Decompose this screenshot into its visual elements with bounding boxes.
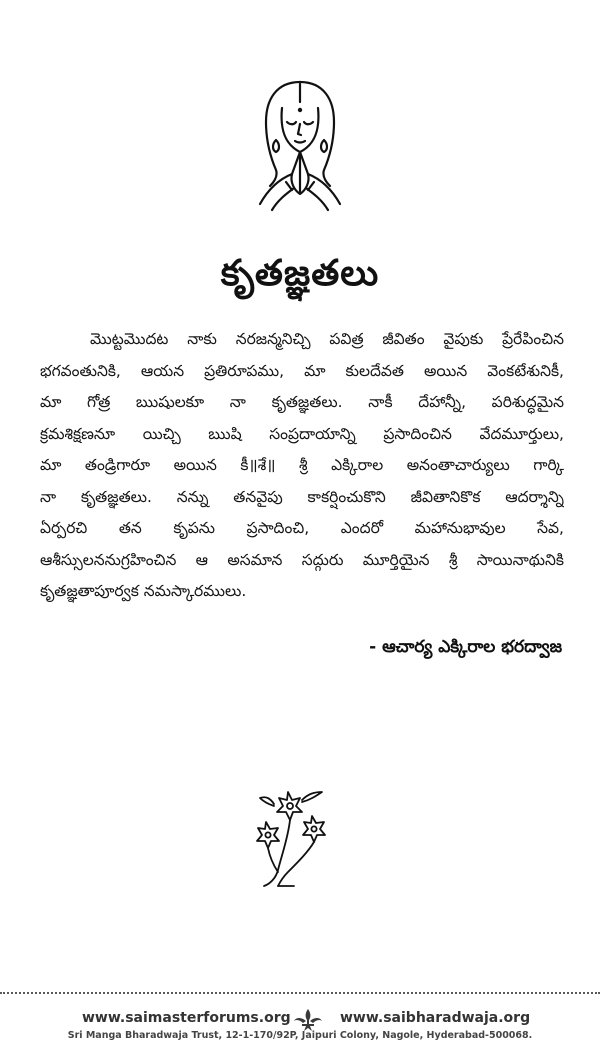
paragraph-line: ఆశీస్సులననుగ్రహించిన ఆ అసమాన సద్గురు మూర్తియైన శ్రీ సాయినాథునికి — [40, 550, 564, 569]
footer-link-saibharadwaja[interactable]: www.saibharadwaja.org — [340, 1010, 531, 1026]
footer-divider — [0, 992, 600, 994]
paragraph-line: మా గోత్ర ఋషులకూ నా కృతజ్ఞతలు. నాకీ దేహాన్నీ, పరిశుద్ధమైన — [40, 393, 564, 411]
paragraph-line: కృతజ్ఞతాపూర్వక నమస్కారములు. — [40, 582, 247, 600]
page-title: కృతజ్ఞతలు — [220, 253, 380, 294]
flower-icon — [252, 786, 332, 890]
paragraph-line: క్రమశిక్షణనూ యిచ్చి ఋషి సంప్రదాయాన్ని ప్రసాదించిన వేదమూర్తులు, — [40, 424, 564, 443]
fleur-de-lis-icon — [290, 1008, 326, 1032]
paragraph-line: నా కృతజ్ఞతలు. నన్ను తనవైపు కాకర్షించుకొని జీవితానికొక ఆదర్శాన్ని — [40, 487, 564, 506]
paragraph-line: ఏర్పరచి తన కృపను ప్రసాదించి, ఎందరో మహానుభావుల సేవ, — [40, 519, 564, 537]
footer-links — [0, 1008, 600, 1032]
footer-address: Sri Manga Bharadwaja Trust, 12-1-170/92P, Jaipuri Colony, Nagole, Hyderabad-500068. — [67, 1030, 533, 1041]
footer-link-saimasterforums[interactable]: www.saimasterforums.org — [82, 1010, 291, 1026]
paragraph-line: మా తండ్రిగారూ అయిన కీ॥శే॥ శ్రీ ఎక్కిరాల అనంతాచార్యులు గార్కి — [40, 456, 564, 474]
praying-woman-icon — [248, 78, 352, 212]
author-signature: - ఆచార్య ఎక్కిరాల భరద్వాజ — [369, 637, 562, 657]
paragraph-line: మొట్టమొదట నాకు నరజన్మనిచ్చి పవిత్ర జీవితం వైపుకు ప్రేరేపించిన — [90, 330, 564, 348]
paragraph-line: భగవంతునికి, ఆయన ప్రతిరూపము, మా కులదేవత అయిన వెంకటేశునికీ, — [40, 361, 564, 380]
dedication-paragraph — [40, 324, 564, 608]
